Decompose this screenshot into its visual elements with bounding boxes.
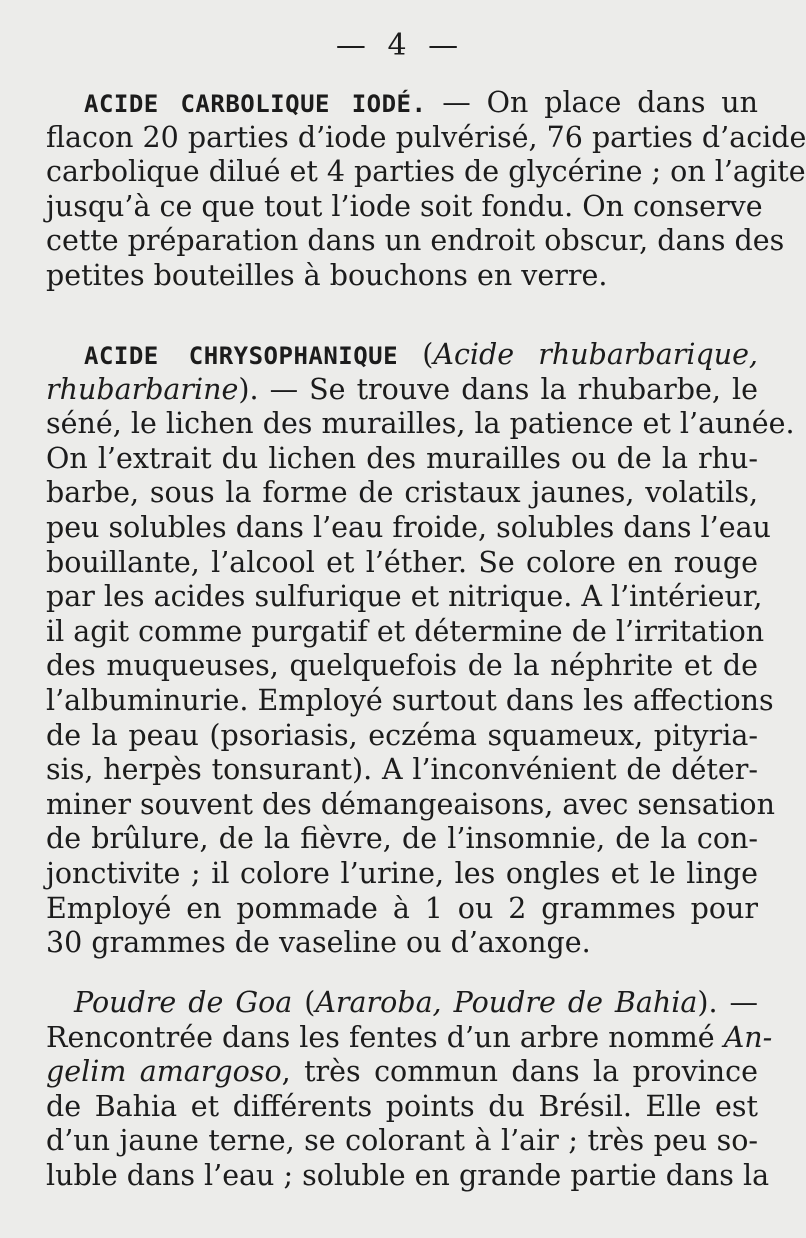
text-line: petites bouteilles à bouchons en verre. <box>46 258 608 292</box>
text-line: des muqueuses, quelquefois de la néphrite et de <box>46 649 758 683</box>
text-line: jonctivite ; il colore l’urine, les ongles et le linge <box>46 856 758 890</box>
entry-poudre-de-goa <box>46 986 773 1194</box>
text-line: sis, herpès tonsurant). A l’inconvénient de déter- <box>46 753 758 787</box>
text-line: l’albuminurie. Employé surtout dans les affections <box>46 683 774 717</box>
text-line: Employé en pommade à 1 ou 2 grammes pour <box>46 891 758 925</box>
entry-heading: ACIDE CARBOLIQUE IODÉ. <box>84 90 427 118</box>
text-line: par les acides sulfurique et nitrique. A l’intérieur, <box>46 580 763 614</box>
entry-acide-carbolique-iode <box>46 86 806 294</box>
text-line: miner souvent des démangeaisons, avec sensation <box>46 787 775 821</box>
text-line: de brûlure, de la fièvre, de l’insomnie, de la con- <box>46 822 758 856</box>
text-line: il agit comme purgatif et détermine de l’irritation <box>46 614 765 648</box>
text-line: séné, le lichen des murailles, la patience et l’aunée. <box>46 407 795 441</box>
text-line: ACIDE CARBOLIQUE IODÉ. — On place dans un <box>84 86 758 119</box>
text-line: ACIDE CHRYSOPHANIQUE (Acide rhubarbarique, <box>84 338 758 371</box>
text-line: 30 grammes de vaseline ou d’axonge. <box>46 926 591 960</box>
entry-heading: ACIDE CHRYSOPHANIQUE <box>84 342 399 370</box>
text-line: gelim amargoso, très commun dans la province <box>46 1055 758 1089</box>
text-line: barbe, sous la forme de cristaux jaunes, volatils, <box>46 476 758 510</box>
text-line: d’un jaune terne, se colorant à l’air ; très peu so- <box>46 1124 758 1158</box>
text-line: On l’extrait du lichen des murailles ou de la rhu- <box>46 441 758 475</box>
text-line: bouillante, l’alcool et l’éther. Se colore en rouge <box>46 545 758 579</box>
text-line: flacon 20 parties d’iode pulvérisé, 76 parties d’acide <box>46 120 806 154</box>
text-line: jusqu’à ce que tout l’iode soit fondu. On conserve <box>46 189 763 223</box>
text-line: Poudre de Goa (Araroba, Poudre de Bahia). — <box>74 986 758 1019</box>
text-line: carbolique dilué et 4 parties de glycérine ; on l’agite <box>46 155 806 189</box>
entry-heading: Poudre de Goa <box>74 986 293 1019</box>
text-line: de Bahia et différents points du Brésil. Elle est <box>46 1089 758 1123</box>
text-line: Rencontrée dans les fentes d’un arbre nommé An- <box>46 1020 773 1054</box>
text-line: de la peau (psoriasis, eczéma squameux, pityria- <box>46 718 758 752</box>
text-line: rhubarbarine). — Se trouve dans la rhubarbe, le <box>46 372 758 406</box>
page-number: — 4 — <box>335 28 465 63</box>
entry-acide-chrysophanique <box>46 338 795 961</box>
text-line: peu solubles dans l’eau froide, solubles dans l’eau <box>46 510 771 544</box>
text-line: cette préparation dans un endroit obscur, dans des <box>46 224 785 258</box>
text-line: luble dans l’eau ; soluble en grande partie dans la <box>46 1158 770 1192</box>
